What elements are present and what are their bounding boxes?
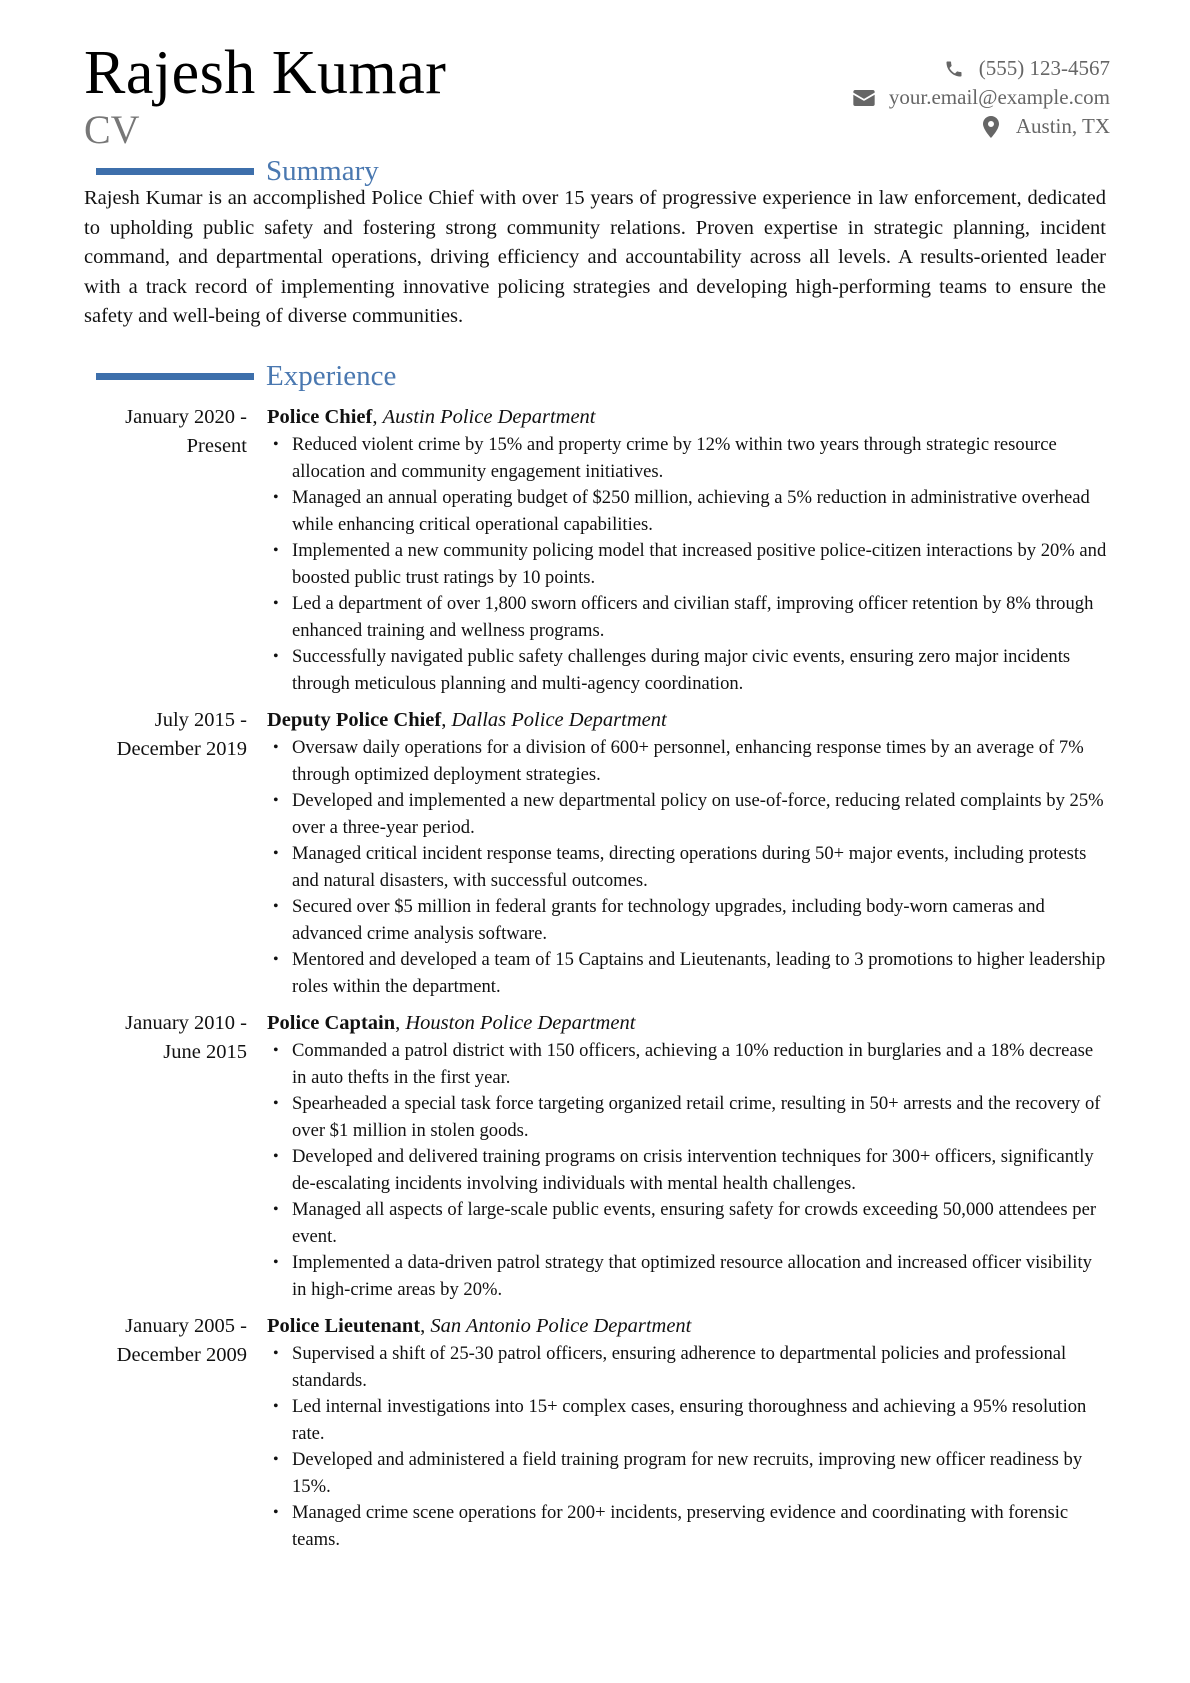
entry-dates: January 2020 - Present — [125, 406, 247, 457]
entry-organization: Houston Police Department — [405, 1012, 636, 1034]
phone-icon — [941, 58, 967, 80]
bullet-item: • Commanded a patrol district with 150 officers, achieving a 10% reduction in burglaries and a 18% decrease in auto thefts in the first year. — [267, 1038, 1110, 1091]
entry-organization: Austin Police Department — [382, 406, 596, 428]
entry-bullets — [267, 1038, 1110, 1303]
entry-dates: July 2015 - December 2019 — [116, 709, 247, 760]
bullet-item: • Supervised a shift of 25-30 patrol officers, ensuring adherence to departmental policies and professional standards. — [267, 1341, 1110, 1394]
entry-organization: Dallas Police Department — [451, 709, 667, 731]
email-text[interactable]: your.email@example.com — [888, 85, 1110, 109]
bullet-item: • Implemented a data-driven patrol strategy that optimized resource allocation and increased officer visibility in high-crime areas by 20%. — [267, 1250, 1110, 1303]
map-marker-icon — [978, 116, 1004, 138]
contact-phone — [851, 54, 1110, 83]
contact-block — [851, 54, 1110, 141]
entry-dates: January 2005 - December 2009 — [116, 1315, 247, 1366]
entry-organization: San Antonio Police Department — [430, 1315, 692, 1337]
entry-heading: Police Lieutenant, San Antonio Police Department — [267, 1315, 692, 1337]
entry-bullets — [267, 432, 1110, 697]
bullet-item: • Managed critical incident response teams, directing operations during 50+ major events, including protests and natural disasters, with successful outcomes. — [267, 841, 1110, 894]
entry-heading: Police Captain, Houston Police Department — [267, 1012, 636, 1034]
entry-role: Deputy Police Chief — [267, 709, 442, 731]
summary-title: Summary — [266, 155, 379, 187]
summary-section-header — [96, 157, 379, 186]
bullet-item: • Managed crime scene operations for 200+ incidents, preserving evidence and coordinating with forensic teams. — [267, 1500, 1110, 1553]
bullet-item: • Led a department of over 1,800 sworn officers and civilian staff, improving officer retention by 8% through enhanced training and wellness programs. — [267, 591, 1110, 644]
bullet-item: • Successfully navigated public safety challenges during major civic events, ensuring zero major incidents through meticulous planning and multi-agency coordination. — [267, 644, 1110, 697]
bullet-item: • Secured over $5 million in federal grants for technology upgrades, including body-worn cameras and advanced crime analysis software. — [267, 894, 1110, 947]
entry-bullets — [267, 1341, 1110, 1553]
contact-location — [851, 112, 1110, 141]
bullet-item: • Mentored and developed a team of 15 Captains and Lieutenants, leading to 3 promotions to higher leadership roles within the department. — [267, 947, 1110, 1000]
bullet-item: • Developed and implemented a new departmental policy on use-of-force, reducing related complaints by 25% over a three-year period. — [267, 788, 1110, 841]
entry-body — [267, 403, 1110, 697]
entry-body — [267, 1312, 1110, 1553]
bullet-item: • Oversaw daily operations for a division of 600+ personnel, enhancing response times by an average of 7% through optimized deployment strategies. — [267, 735, 1110, 788]
bullet-item: • Implemented a new community policing model that increased positive police-citizen interactions by 20% and boosted public trust ratings by 10 points. — [267, 538, 1110, 591]
entry-role: Police Lieutenant — [267, 1315, 421, 1337]
bullet-item: • Led internal investigations into 15+ complex cases, ensuring thoroughness and achieving a 95% resolution rate. — [267, 1394, 1110, 1447]
entry-dates: January 2010 - June 2015 — [125, 1012, 247, 1063]
entry-body — [267, 1009, 1110, 1303]
bullet-item: • Spearheaded a special task force targeting organized retail crime, resulting in 50+ arrests and the recovery of over $1 million in stolen goods. — [267, 1091, 1110, 1144]
bullet-item: • Developed and delivered training programs on crisis intervention techniques for 300+ officers, significantly de-escalating incidents involving individuals with mental health challenges. — [267, 1144, 1110, 1197]
entry-heading: Deputy Police Chief, Dallas Police Department — [267, 709, 667, 731]
section-accent-bar — [96, 168, 254, 175]
entry-body — [267, 706, 1110, 1000]
entry-heading: Police Chief, Austin Police Department — [267, 406, 596, 428]
section-accent-bar — [96, 373, 254, 380]
location-text: Austin, TX — [1015, 114, 1110, 138]
contact-email — [851, 83, 1110, 112]
entry-role: Police Chief — [267, 406, 373, 428]
experience-title: Experience — [266, 360, 397, 392]
bullet-item: • Managed an annual operating budget of $250 million, achieving a 5% reduction in administrative overhead while enhancing critical operational capabilities. — [267, 485, 1110, 538]
document-subtitle: CV — [84, 107, 140, 152]
bullet-item: • Developed and administered a field training program for new recruits, improving new officer readiness by 15%. — [267, 1447, 1110, 1500]
envelope-icon — [851, 87, 877, 109]
experience-section-header — [96, 362, 396, 391]
entry-role: Police Captain — [267, 1012, 396, 1034]
entry-bullets — [267, 735, 1110, 1000]
phone-text[interactable]: (555) 123-4567 — [978, 56, 1110, 80]
candidate-name: Rajesh Kumar — [84, 39, 447, 107]
bullet-item: • Reduced violent crime by 15% and property crime by 12% within two years through strategic resource allocation and community engagement initiatives. — [267, 432, 1110, 485]
bullet-item: • Managed all aspects of large-scale public events, ensuring safety for crowds exceeding 50,000 attendees per event. — [267, 1197, 1110, 1250]
summary-text: Rajesh Kumar is an accomplished Police Chief with over 15 years of progressive experience in law enforcement, dedicated to upholding public safety and fostering strong community relations. Proven expertise in strategic planning, incident command, and departmental operations, driving efficiency and accountability across all levels. A results-oriented leader with a track record of implementing innovative policing strategies and developing high-performing teams to ensure the safety and well-being of diverse communities. — [84, 187, 1106, 328]
